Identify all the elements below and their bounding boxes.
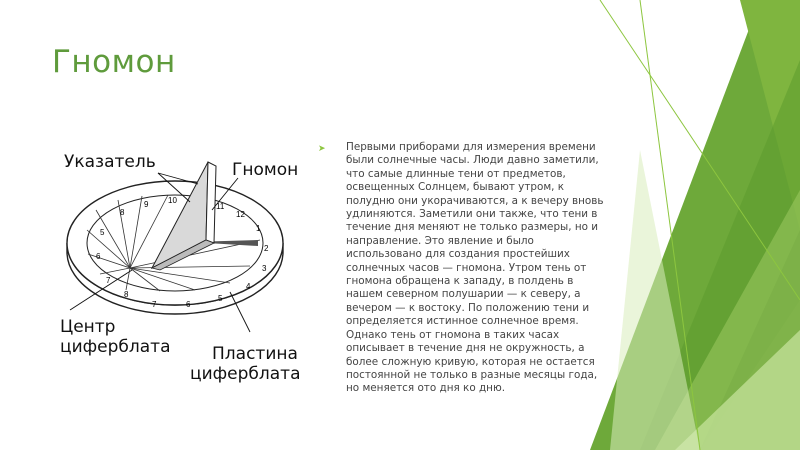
dial-number: 5 — [100, 228, 105, 237]
dial-number: 7 — [152, 300, 157, 309]
dial-number: 11 — [216, 202, 225, 211]
label-center-line1: Центр — [60, 317, 116, 337]
dial-number: 7 — [106, 276, 111, 285]
label-center-line2: циферблата — [60, 337, 171, 357]
gnomon-edge — [206, 162, 216, 243]
dial-number: 9 — [144, 200, 149, 209]
label-gnomon: Гномон — [232, 160, 299, 180]
label-plate-line2: циферблата — [190, 364, 301, 384]
body-text: Первыми приборами для измерения времени были солнечные часы. Люди давно заметили, что самые длинные тени от предметов, освещенных Солнцем, бывают утром, к полудню они укорачиваются, а к вечеру вновь удлиняются. Заметили они также, что тени в течение дня меняют не только размеры, но и направление. Это явление и было использовано для создания простейших солнечных часов — гномона. Утром тень от гномона обращена к западу, в полдень в нашем северном полушарии — к северу, а вечером — к востоку. По положению тени и определяется истинное солнечное время. Однако тень от гномона в таких часах описывает в течение дня не окружность, а более сложную кривую, которая не остается постоянной не только в разные месяцы года, но меняется ото дня ко дню. — [346, 141, 604, 395]
dial-number: 6 — [96, 252, 101, 261]
dial-number: 2 — [264, 244, 269, 253]
sundial-figure — [40, 140, 310, 384]
dial-number: 10 — [168, 196, 177, 205]
dial-number: 4 — [246, 282, 251, 291]
bullet-arrow-icon: ➤ — [318, 143, 326, 153]
slide-title: Гномон — [52, 44, 176, 80]
dial-number: 12 — [236, 210, 245, 219]
dial-number: 6 — [186, 300, 191, 309]
label-plate-line1: Пластина — [212, 344, 298, 364]
dial-number: 5 — [218, 294, 223, 303]
dial-number: 3 — [262, 264, 267, 273]
dial-number: 8 — [124, 290, 129, 299]
dial-number: 8 — [120, 208, 125, 217]
dial-number: 1 — [256, 224, 261, 233]
label-pointer: Указатель — [64, 152, 156, 172]
